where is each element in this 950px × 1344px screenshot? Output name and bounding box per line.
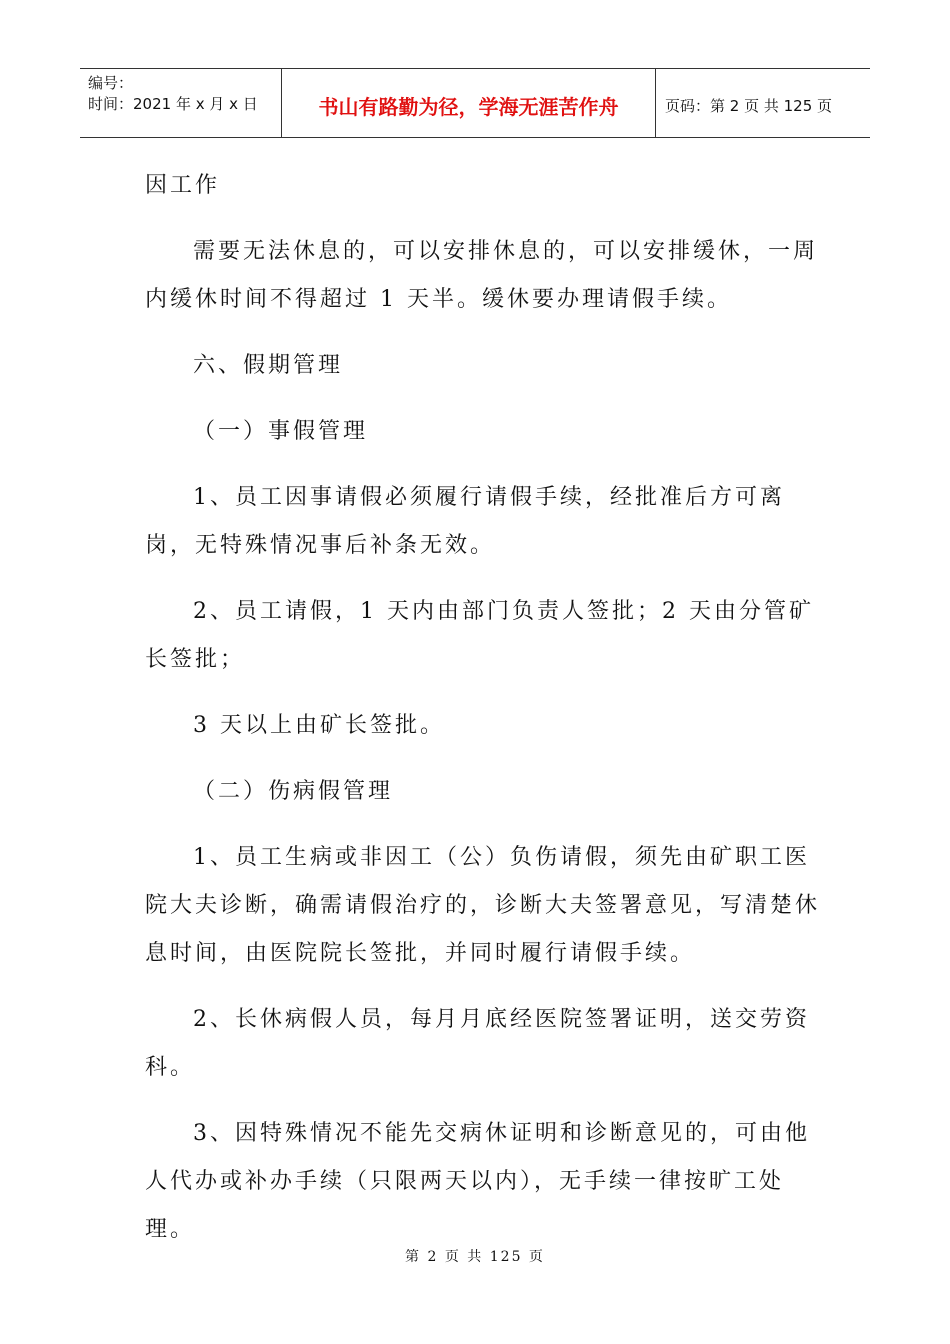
paragraph: 3、因特殊情况不能先交病休证明和诊断意见的，可由他人代办或补办手续（只限两天以内），无手续一律按旷工处理。 — [145, 1121, 810, 1242]
paragraph: 1、员工因事请假必须履行请假手续，经批准后方可离岗，无特殊情况事后补条无效。 — [145, 485, 785, 558]
subsection-heading: （二）伤病假管理 — [193, 779, 394, 804]
page-header — [80, 68, 870, 138]
subsection-heading: （一）事假管理 — [193, 419, 369, 444]
document-body — [145, 162, 825, 1254]
section-heading: 六、假期管理 — [193, 353, 344, 378]
paragraph: 因工作 — [145, 173, 221, 198]
paragraph: 2、长休病假人员，每月月底经医院签署证明，送交劳资科。 — [145, 1007, 810, 1080]
header-page-info: 页码：第 2 页 共 125 页 — [665, 96, 833, 115]
header-meta — [80, 69, 282, 137]
paragraph: 3 天以上由矿长签批。 — [193, 713, 445, 738]
paragraph: 1、员工生病或非因工（公）负伤请假，须先由矿职工医院大夫诊断，确需请假治疗的，诊断大夫签署意见，写清楚休息时间，由医院院长签批，并同时履行请假手续。 — [145, 845, 821, 966]
header-motto: 书山有路勤为径，学海无涯苦作舟 — [282, 69, 656, 137]
document-number-label: 编号： — [88, 74, 134, 92]
paragraph: 2、员工请假，1 天内由部门负责人签批；2 天由分管矿长签批； — [145, 599, 814, 672]
document-date-label: 时间：2021 年 x 月 x 日 — [88, 95, 258, 113]
paragraph: 需要无法休息的，可以安排休息的，可以安排缓休，一周内缓休时间不得超过 1 天半。缓休要办理请假手续。 — [145, 239, 819, 312]
page-footer: 第 2 页 共 125 页 — [405, 1249, 545, 1265]
